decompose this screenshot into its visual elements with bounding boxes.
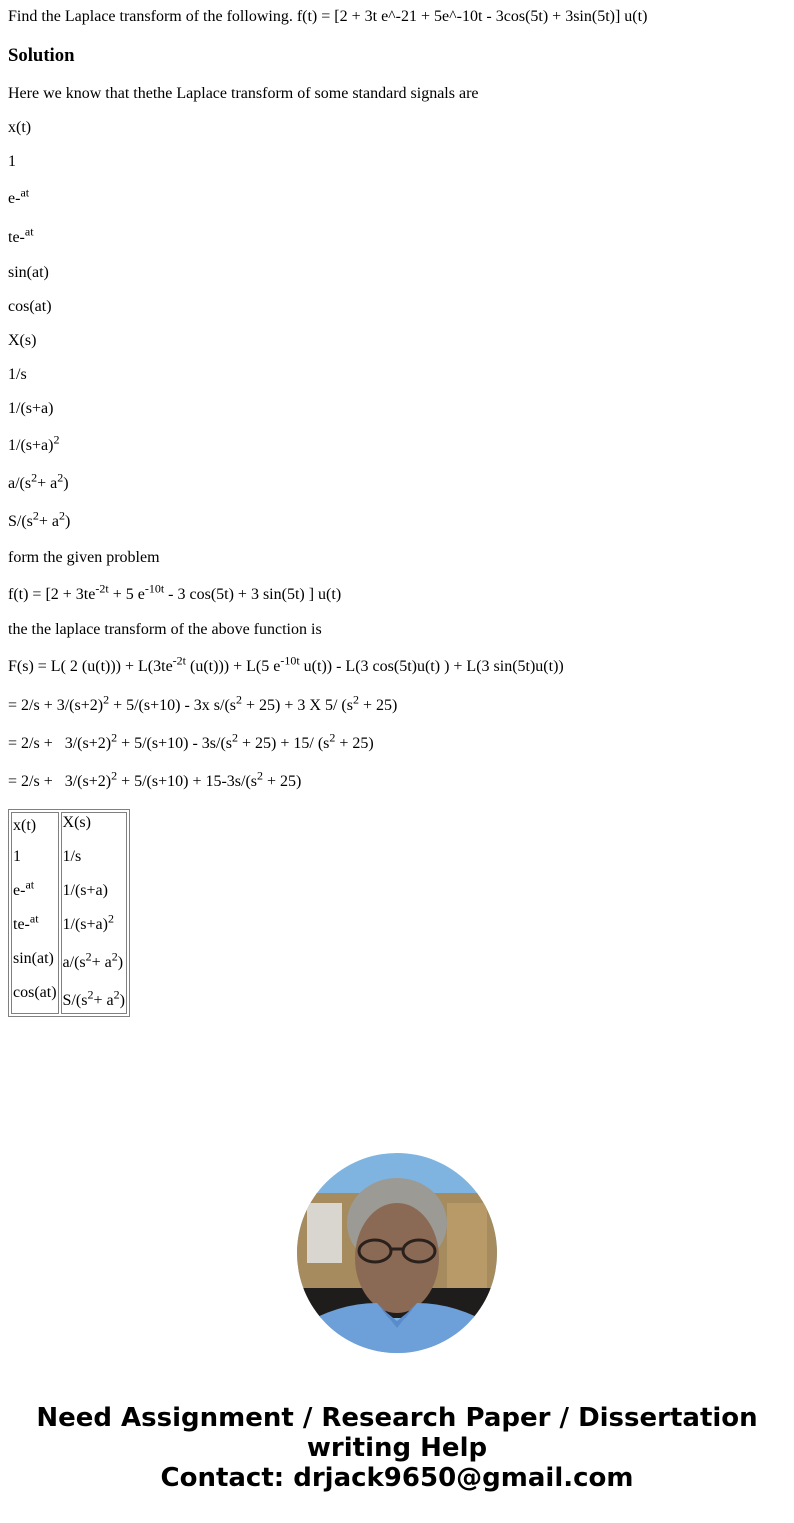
transform-intro: the the laplace transform of the above function is <box>8 621 322 638</box>
footer-contact: Contact: drjack9650@gmail.com <box>160 1463 634 1493</box>
author-avatar <box>297 1153 497 1353</box>
table-cell: sin(at) <box>13 950 54 967</box>
from-problem-text: form the given problem <box>8 549 160 566</box>
table-cell: te-$^{at}$ <box>13 911 39 933</box>
xs-item: 1/(s+a) <box>8 400 54 417</box>
xs-item: 1/s <box>8 366 27 383</box>
step1-equation: = $2/s + 3/(s+2)^2 + 5/(s+10) - 3x$ $s/(s^2 + 25) + 3$ X 5/ $(s^2 + 25)$ <box>8 692 398 714</box>
xs-header: X(s) <box>8 332 37 349</box>
question-text: Find the Laplace transform of the following. f(t) = [2 + 3t e^-21 + 5e^-10t - 3cos(5t) + 3sin(5t)] u(t) <box>8 8 648 25</box>
table-cell: $1/(s+a)^2$ <box>62 911 114 933</box>
table-cell: cos(at) <box>13 984 57 1001</box>
xs-item: $a/(s^2+ a^2)$ <box>8 470 69 492</box>
transform-table <box>8 809 130 1017</box>
ft-equation: $f(t) = [2 + 3te^{-2t} + 5$ $e^{-10t} - 3$ cos(5t) + 3 sin(5t) ] u(t) <box>8 581 342 603</box>
xt-item: sin(at) <box>8 264 49 281</box>
xt-item: cos(at) <box>8 298 52 315</box>
table-cell: 1/(s+a) <box>62 882 108 899</box>
table-cell: 1/s <box>62 848 82 865</box>
step2-equation: = $2/s + 3/(s+2)^2 + 5/(s+10) - 3s/(s^2 + 25) + 15/$ $(s^2 + 25)$ <box>8 730 374 752</box>
xt-item: te-$^{at}$ <box>8 224 34 246</box>
table-column-xt <box>11 812 59 1014</box>
avatar-portrait-image <box>297 1153 497 1353</box>
solution-heading: Solution <box>8 45 75 66</box>
table-cell: e-$^{at}$ <box>13 877 35 899</box>
xs-item: $S/(s^2+ a^2)$ <box>8 508 71 530</box>
table-cell: 1 <box>13 848 21 865</box>
Fs-equation: F(s) = L( 2 $(u(t))) + L(3te^{-2t}$ (u(t))) + L(5 $e^{-10t}$ u(t)) - L(3 cos(5t)u(t) ) + L(3 sin(5t)u(t)) <box>8 653 564 675</box>
xt-item: 1 <box>8 153 16 170</box>
table-cell: $S/(s^2+ a^2)$ <box>62 987 125 1009</box>
solution-intro: Here we know that thethe Laplace transform of some standard signals are <box>8 85 479 102</box>
table-cell: x(t) <box>13 817 37 834</box>
step3-equation: = $2/s + 3/(s+2)^2 + 5/(s+10) + 15-3s/(s^2 + 25)$ <box>8 768 302 790</box>
table-column-xs <box>61 812 127 1014</box>
footer-promo <box>0 1403 794 1493</box>
xt-header: x(t) <box>8 119 32 136</box>
xs-item: $1/(s+a)^2$ <box>8 432 60 454</box>
table-cell: $a/(s^2+ a^2)$ <box>62 949 124 971</box>
xt-item: e-$^{at}$ <box>8 185 30 207</box>
table-cell: X(s) <box>62 814 91 831</box>
footer-line-1: Need Assignment / Research Paper / Dissertation <box>36 1403 758 1433</box>
footer-line-2: writing Help <box>306 1433 488 1463</box>
